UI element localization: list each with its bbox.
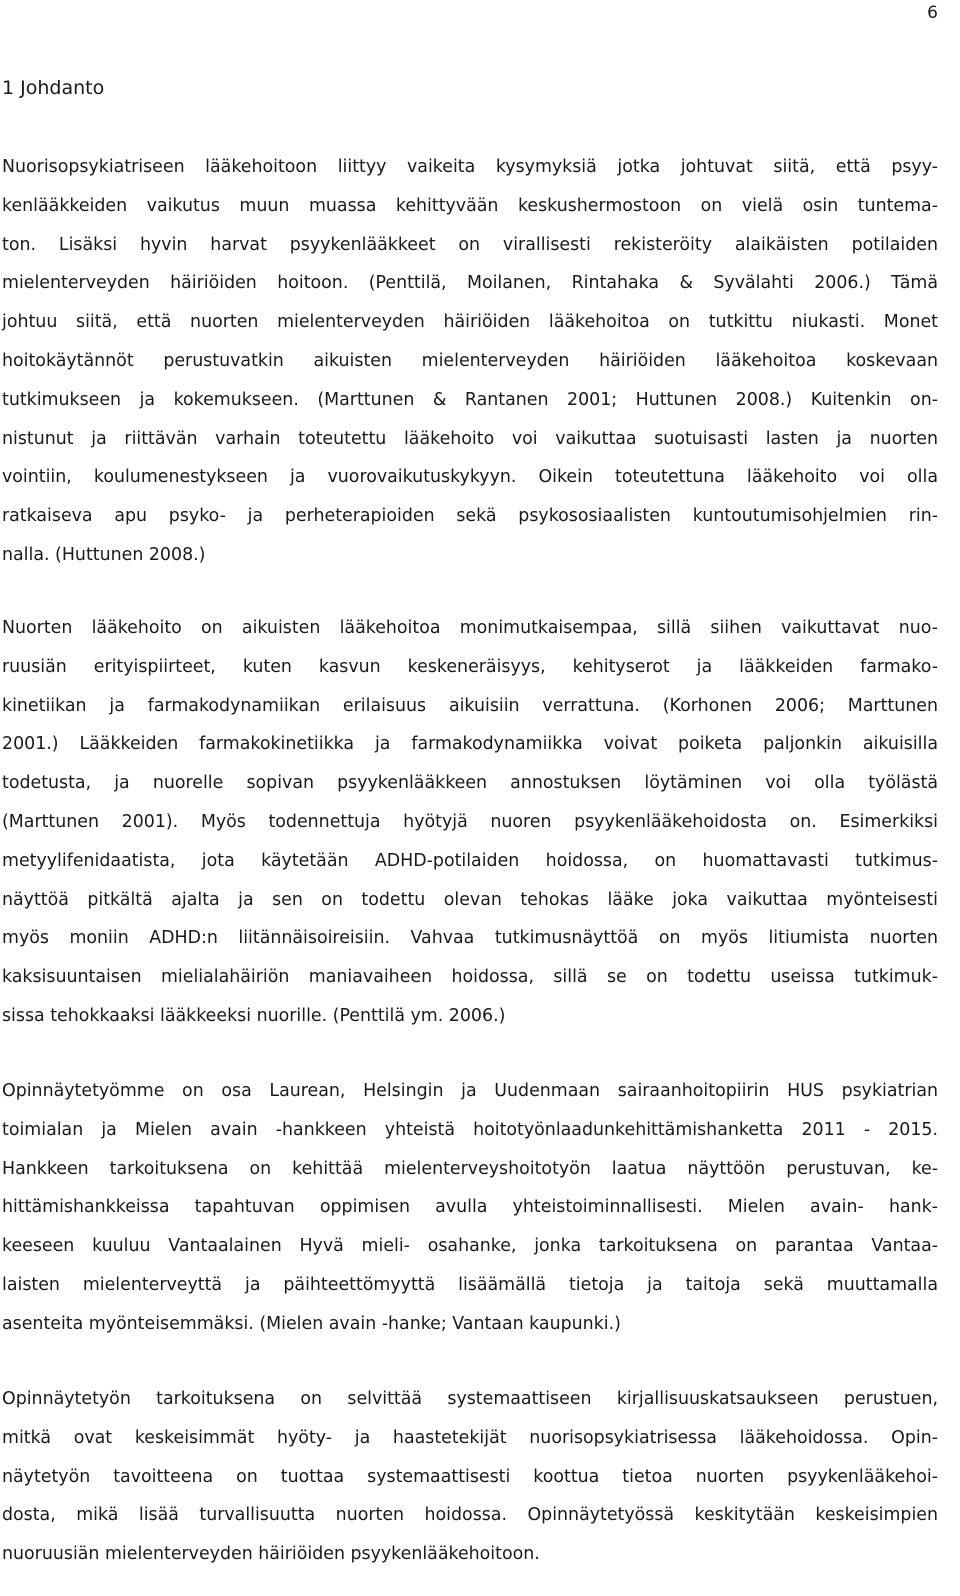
text-line: hoitokäytännöt perustuvatkin aikuisten mielenterveyden häiriöiden lääkehoitoa koskevaan (2, 350, 938, 371)
text-line: kinetiikan ja farmakodynamiikan erilaisuus aikuisiin verrattuna. (Korhonen 2006; Marttunen (2, 695, 938, 716)
page-number: 6 (927, 3, 938, 23)
text-line: nalla. (Huttunen 2008.) (2, 544, 206, 565)
text-line: johtuu siitä, että nuorten mielenterveyden häiriöiden lääkehoitoa on tutkittu niukasti. Monet (2, 312, 938, 333)
section-heading: 1 Johdanto (2, 77, 105, 99)
text-line: mielenterveyden häiriöiden hoitoon. (Penttilä, Moilanen, Rintahaka & Syvälahti 2006.) Tämä (2, 273, 938, 294)
text-line: sissa tehokkaaksi lääkkeeksi nuorille. (Penttilä ym. 2006.) (2, 1005, 506, 1026)
text-line: (Marttunen 2001). Myös todennettuja hyötyjä nuoren psyykenlääkehoidosta on. Esimerkiksi (2, 811, 938, 832)
text-line: ruusiän erityispiirteet, kuten kasvun keskeneräisyys, kehityserot ja lääkkeiden farmako- (2, 656, 938, 677)
text-line: kenlääkkeiden vaikutus muun muassa kehittyvään keskushermostoon on vielä osin tuntema- (2, 195, 938, 216)
text-line: kaksisuuntaisen mielialahäiriön maniavaiheen hoidossa, sillä se on todettu useissa tutkimuk- (2, 967, 938, 988)
text-line: Opinnäytetyömme on osa Laurean, Helsingin ja Uudenmaan sairaanhoitopiirin HUS psykiatrian (2, 1081, 938, 1101)
paragraph-3 (2, 1072, 938, 1344)
paragraph-1 (2, 148, 938, 575)
text-line: keeseen kuuluu Vantaalainen Hyvä mieli- osahanke, jonka tarkoituksena on parantaa Vantaa- (2, 1236, 938, 1257)
text-line: metyylifenidaatista, jota käytetään ADHD-potilaiden hoidossa, on huomattavasti tutkimus- (2, 850, 938, 871)
text-line: Nuorten lääkehoito on aikuisten lääkehoitoa monimutkaisempaa, sillä siihen vaikuttavat nuo- (2, 618, 938, 638)
text-line: nuoruusiän mielenterveyden häiriöiden psyykenlääkehoitoon. (2, 1544, 540, 1565)
text-line: dosta, mikä lisää turvallisuutta nuorten hoidossa. Opinnäytetyössä keskitytään keskeisimpien (2, 1505, 938, 1526)
text-line: hittämishankkeissa tapahtuvan oppimisen avulla yhteistoiminnallisesti. Mielen avain- hank- (2, 1197, 938, 1218)
text-line: toimialan ja Mielen avain -hankkeen yhteistä hoitotyönlaadunkehittämishanketta 2011 - 2015. (2, 1119, 938, 1140)
text-line: näyttöä pitkältä ajalta ja sen on todettu olevan tehokas lääke joka vaikuttaa myönteisesti (2, 889, 938, 910)
paragraph-4 (2, 1380, 938, 1574)
text-line: laisten mielenterveyttä ja päihteettömyyttä lisäämällä tietoja ja taitoja sekä muuttamalla (2, 1274, 938, 1295)
text-line: Nuorisopsykiatriseen lääkehoitoon liittyy vaikeita kysymyksiä jotka johtuvat siitä, että psyy- (2, 157, 938, 177)
paragraph-2 (2, 609, 938, 1036)
text-line: tutkimukseen ja kokemukseen. (Marttunen & Rantanen 2001; Huttunen 2008.) Kuitenkin on- (2, 389, 938, 410)
text-line: todetusta, ja nuorelle sopivan psyykenlääkkeen annostuksen löytäminen voi olla työlästä (2, 773, 938, 794)
text-line: ton. Lisäksi hyvin harvat psyykenlääkkeet on virallisesti rekisteröity alaikäisten potilaiden (2, 234, 938, 255)
text-line: mitkä ovat keskeisimmät hyöty- ja haastetekijät nuorisopsykiatrisessa lääkehoidossa. Opin- (2, 1427, 938, 1448)
text-line: näytetyön tavoitteena on tuottaa systemaattisesti koottua tietoa nuorten psyykenlääkehoi- (2, 1466, 938, 1487)
text-line: 2001.) Lääkkeiden farmakokinetiikka ja farmakodynamiikka voivat poiketa paljonkin aikuisilla (2, 734, 938, 755)
text-line: nistunut ja riittävän varhain toteutettu lääkehoito voi vaikuttaa suotuisasti lasten ja nuorten (2, 428, 938, 449)
text-line: Opinnäytetyön tarkoituksena on selvittää systemaattiseen kirjallisuuskatsaukseen perustuen, (2, 1389, 938, 1409)
text-line: myös moniin ADHD:n liitännäisoireisiin. Vahvaa tutkimusnäyttöä on myös litiumista nuorten (2, 928, 938, 949)
text-line: asenteita myönteisemmäksi. (Mielen avain -hanke; Vantaan kaupunki.) (2, 1313, 621, 1334)
text-line: ratkaiseva apu psyko- ja perheterapioiden sekä psykososiaalisten kuntoutumisohjelmien rin- (2, 506, 938, 527)
text-line: vointiin, koulumenestykseen ja vuorovaikutuskykyyn. Oikein toteutettuna lääkehoito voi olla (2, 467, 938, 488)
text-line: Hankkeen tarkoituksena on kehittää mielenterveyshoitotyön laatua näyttöön perustuvan, ke- (2, 1158, 938, 1179)
